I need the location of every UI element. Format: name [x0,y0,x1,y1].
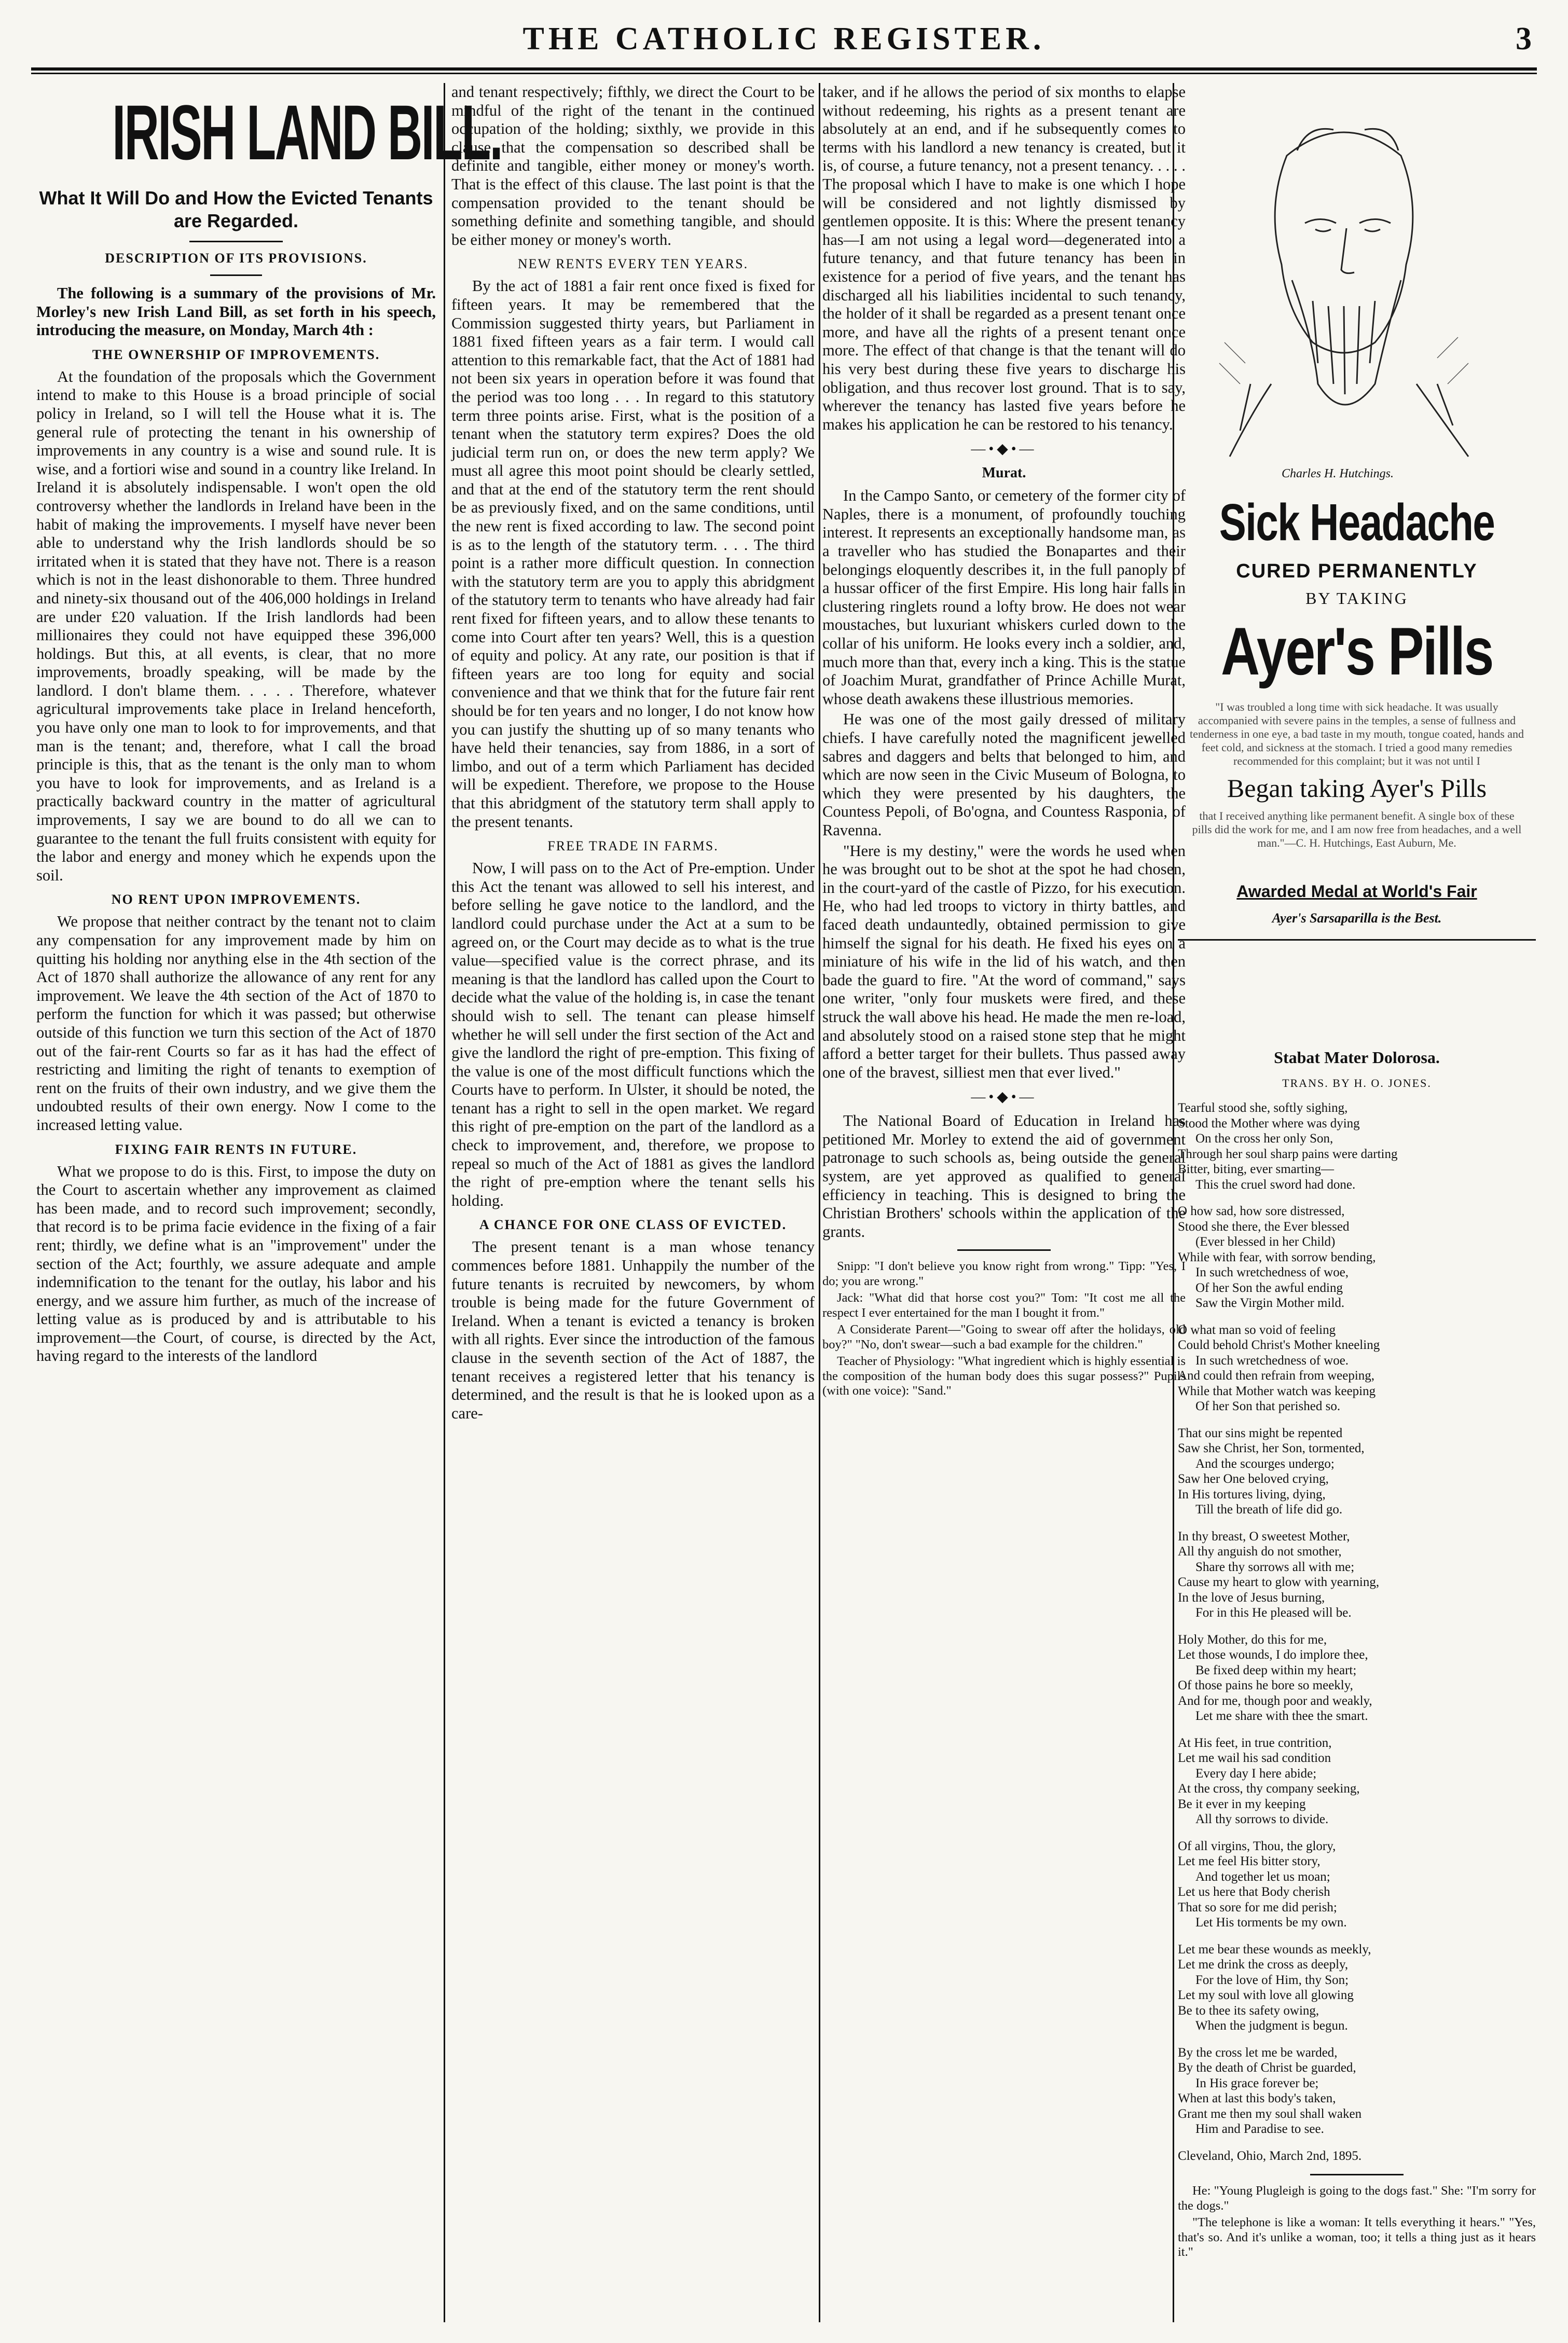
masthead [31,21,1537,71]
poem-line: Share thy sorrows all with me; [1195,1560,1355,1574]
column-2 [451,83,815,2322]
article-paragraph: What we propose to do is this. First, to impose the duty on the Court to ascertain whether any improvement as claimed has been made, and to record such improvement; secondly, that record is to be prima facie evidence in the fixing of a fair rent; thirdly, we define what is an "improvement" under the section of the Act; fourthly, we assure adequate and ample indemnification to the tenant for the outlay, his labor and his energy, and we assure him further, as much of the increase of letting value as is produced by and is attributable to his improvement—the Court, of course, is directed by the Act, having regard to the interests of the landlord [36,1162,436,1365]
short-rule [189,241,283,242]
poem-line: Could behold Christ's Mother kneeling [1178,1338,1380,1352]
ad-footer: Ayer's Sarsaparilla is the Best. [1272,911,1442,926]
ad-rule [1178,939,1536,941]
poem-line: Tearful stood she, softly sighing, [1178,1101,1348,1115]
article-paragraph: In the Campo Santo, or cemetery of the former city of Naples, there is a monument, of profoundly touching interest. It represents an exceptionally handsome man, as a traveller who has studied the Bonapartes and their belongings eloquently describes it, in the full panoply of a hussar officer of the first Empire. His long hair falls in clustering ringlets round a lofty brow. He does not wear moustaches, but luxuriant whiskers curled down to the collar of his uniform. He looks every inch a soldier, and, much more than that, every inch a king. This is the statue of Joachim Murat, grandfather of Prince Achille Murat, whose death awakens these illustrious memories. [822,487,1186,708]
poem-line: Let my soul with love all glowing [1178,1988,1354,2002]
poem-stanza [1178,1529,1536,1621]
short-rule [1310,2174,1404,2175]
poem-line: While with fear, with sorrow bending, [1178,1250,1376,1264]
portrait-caption: Charles H. Hutchings. [1282,467,1394,480]
poem-line: At the cross, thy company seeking, [1178,1782,1360,1796]
poem-line: And the scourges undergo; [1195,1456,1335,1471]
joke-item: A Considerate Parent—"Going to swear off after the holidays, old boy?" "No, don't swear—such a bad example for the children." [822,1322,1186,1352]
poem-line: That our sins might be repented [1178,1426,1343,1440]
article-paragraph: and tenant respectively; fifthly, we direct the Court to be mindful of the right of the tenant in the continued occupation of the holding; sixthly, we provide in this clause that the compensation so described shall be definite and tangible, either money or money's worth. That is the effect of this clause. The last point is that the compensation provided to the tenant should be something definite and something tangible, and should be either money or money's worth. [451,83,815,249]
poem-line: O how sad, how sore distressed, [1178,1204,1345,1218]
article-paragraph: At the foundation of the proposals which the Government intend to make to this House is a broad principle of social policy in Ireland, so I will tell the House what it is. The general rule of protecting the tenant in his ownership of improvements in any country is a wise and sound rule. It is wise, and a fortiori wise and sound in a country like Ireland. In Ireland it is absolutely indispensable. I won't open the old controversy whether the landlords in Ireland have been in the habit of making the improvements. I myself have never been able to understand why the Irish landlords should be so irritated when it is stated that they have not. There is a reason which is not in the least dishonorable to them. Three hundred and ninety-six thousand out of the 406,000 holdings in Ireland are under £20 valuation. If the Irish landlords had been millionaires they could not have equipped these 396,000 holdings. But this, at all events, is clear, that no more improvements, broadly speaking, will be made by the landlord. I don't blame them. . . . . Therefore, whatever agricultural improvements take place in Ireland henceforth, you have only one man to look to for improvements, and that man is the tenant; and, therefore, what I call the broad principle is this, that as the tenant is the only man to whom you have to look for improvements, and as Ireland is a practically backward country in the matter of agricultural improvements, I say we are bound to do all we can to guarantee to the tenant the full fruits consistent with equity for the labor and energy and money which he expends upon the soil. [36,367,436,884]
poem-line: Cause my heart to glow with yearning, [1178,1575,1380,1589]
poem-line: Let His torments be my own. [1195,1915,1347,1929]
column-1 [36,83,502,2322]
poem-line: Be to thee its safety owing, [1178,2003,1319,2018]
column-divider [444,83,445,2322]
poem-line: Him and Paradise to see. [1195,2122,1324,2136]
joke-item: He: "Young Plugleigh is going to the dogs fast." She: "I'm sorry for the dogs." [1178,2184,1536,2213]
poem-line: And for me, though poor and weakly, [1178,1693,1372,1708]
newspaper-title: THE CATHOLIC REGISTER. [522,21,1046,57]
poem-line: Let us here that Body cherish [1178,1885,1330,1899]
poem-line: On the cross her only Son, [1195,1132,1333,1146]
poem-line: This the cruel sword had done. [1195,1177,1356,1192]
poem-stanza [1178,1632,1536,1724]
joke-item: "The telephone is like a woman: It tells everything it hears." "Yes, that's so. And it's unlike a woman, too; it tells a thing just as it hears it." [1178,2215,1536,2259]
poem-line: Till the breath of life did go. [1195,1503,1343,1517]
poem-line: In such wretchedness of woe. [1195,1353,1349,1368]
poem-line: Let me drink the cross as deeply, [1178,1958,1349,1972]
ad-subhead: CURED PERMANENTLY [1236,560,1478,582]
poem-line: While that Mother watch was keeping [1178,1384,1376,1398]
poem-line: In thy breast, O sweetest Mother, [1178,1529,1350,1543]
article-paragraph: "Here is my destiny," were the words he used when he was brought out to be shot at the spot he had chosen, in the court-yard of the castle of Pizzo, for his execution. He, who had led troops to victory in thirty battles, and faced death undauntedly, obtained permission to give himself the signal for his death. He fixed his eyes on a miniature of his wife in the lid of his watch, and then bade the guard to fire. "At the word of command," says one writer, "only four muskets were fired, and these struck the wall above his head. He made the men re-load, and absolutely stood on a raised stone step that he might afford a better target for their bullets. Thus passed away one of the bravest, silliest men that ever lived." [822,842,1186,1081]
poem-line: When at last this body's taken, [1178,2091,1336,2105]
poem-line: For the love of Him, thy Son; [1195,1973,1349,1987]
joke-item: Jack: "What did that horse cost you?" Tom: "It cost me all the respect I ever entertained for the man I bought it from." [822,1291,1186,1320]
ornament-separator: —•◆•— [971,441,1037,458]
poem-line: Grant me then my soul shall waken [1178,2106,1362,2121]
poem-line: Of her Son the awful ending [1195,1280,1343,1295]
poem-stanza [1178,1322,1536,1414]
poem-line: (Ever blessed in her Child) [1195,1235,1336,1249]
poem-line: Stood she there, the Ever blessed [1178,1219,1350,1234]
poem-line: By the cross let me be warded, [1178,2045,1338,2060]
section-label: THE OWNERSHIP OF IMPROVEMENTS. [92,347,380,362]
article-paragraph: The present tenant is a man whose tenancy commences before 1881. Unhappily the number of the future tenants is recruited by newcomers, by whom trouble is being made for the future Government of Ireland. When a tenant is evicted a tenancy is broken with all rights. Ever since the introduction of the famous clause in the seventh section of the Act of 1887, the tenant receives a registered letter that his tenancy is determined, and the result is that he is looked upon as a care- [451,1238,815,1422]
poem-line: Let me share with thee the smart. [1195,1709,1368,1723]
article-paragraph: We propose that neither contract by the tenant not to claim any compensation for any improvement made by him on quitting his holding nor anything else in the 4th section of the Act of 1870 shall authorize the allowance of any rent for any improvement. We leave the 4th section of the Act of 1870 to perform the function for which it was passed; but otherwise outside of this function we turn this section of the Act of 1870 out of the fair-rent Courts so far as it has had the effect of restricting and limiting the right of tenants to exemption of rent on the fruits of their own industry, and we give them the undoubted results of their own energy. Now I come to the increased letting value. [36,913,436,1134]
poem-stanza [1178,1204,1536,1311]
poem-line: And could then refrain from weeping, [1178,1369,1375,1383]
poem-line: Every day I here abide; [1195,1766,1317,1781]
column-4 [1178,83,1536,2322]
ad-tagline: Began taking Ayer's Pills [1227,774,1487,803]
section-label: A CHANCE FOR ONE CLASS OF EVICTED. [479,1217,787,1233]
ad-brand: Ayer's Pills [1221,613,1493,689]
poem-place-date: Cleveland, Ohio, March 2nd, 1895. [1178,2148,1362,2163]
poem-line: Stood the Mother where was dying [1178,1116,1360,1131]
short-rule [957,1249,1051,1251]
poem-line: Let me bear these wounds as meekly, [1178,1942,1371,1956]
poem-line: Let me wail his sad condition [1178,1751,1331,1765]
poem-line: Of her Son that perished so. [1195,1399,1341,1413]
poem-line: All thy sorrows to divide. [1195,1812,1329,1826]
poem-stanza [1178,1100,1536,1192]
short-rule [210,274,262,276]
poem-line: By the death of Christ be guarded, [1178,2061,1356,2075]
ad-headline: Sick Headache [1219,493,1495,552]
poem-stanza [1178,1942,1536,2034]
poem-line: Of those pains he bore so meekly, [1178,1678,1353,1692]
poem-line: That so sore for me did perish; [1178,1900,1337,1914]
poem-line: Bitter, biting, ever smarting— [1178,1162,1335,1176]
poem-line: And together let us moan; [1195,1869,1330,1884]
ayers-pills-advertisement [1178,83,1536,1048]
page-number: 3 [1516,21,1532,57]
poem-line: All thy anguish do not smother, [1178,1545,1342,1559]
poem-byline: TRANS. BY H. O. JONES. [1282,1077,1432,1090]
poem-line: Saw her One beloved crying, [1178,1472,1329,1486]
article-paragraph: He was one of the most gaily dressed of military chiefs. I have carefully noted the magnificent jewelled sabres and daggers and belts that belonged to him, and which are now seen in the Civic Museum of Bologna, to which they were presented by his daughters, the Countess Pepoli, of Bo'ogna, and Countess Rasponia, of Ravenna. [822,710,1186,839]
article-paragraph: By the act of 1881 a fair rent once fixed is fixed for fifteen years. It may be remembered that the Commission suggested thirty years, but Parliament in 1881 fixed fifteen years as a fair term. I would call attention to this remarkable fact, that the Act of 1881 had not been six years in operation before it was found that the period was too long . . . In regard to this statutory term three points arise. First, what is the position of a tenant when the statutory term expires? Does the old judicial term run on, or does the new term apply? We must all agree this moot point should be clearly settled, and that at the end of the statutory term the rent should be as previously fixed, and on the same conditions, until the new rent is fixed according to law. The second point is as to the length of the statutory term. . . . The third point is a rather more difficult question. In connection with the statutory term are you to apply this abridgment of the statutory term to tenants who have already had fair rent fixed for fifteen years, and to allow these tenants to come into Court after ten years? Well, this is a question of equity and policy. At any rate, our position is that if fifteen years are too long for equity and social convenience and that we think that for the future fair rent should be for ten years and no longer, I do not know how you can justify the shutting up of so many tenants who have held their tenancies, say from 1886, in a sort of limbo, and out of a term which Parliament has decided will be expedient. Therefore, we propose to the House that this abridgment of the statutory term shall apply to the present tenants. [451,277,815,831]
poem-line: Be fixed deep within my heart; [1195,1663,1357,1677]
section-label: NEW RENTS EVERY TEN YEARS. [517,256,749,272]
ad-body: "I was troubled a long time with sick headache. It was usually accompanied with severe pains in the temples, a sense of fullness and tenderness in one eye, a bad taste in my mouth, tongue coated, hands and feet cold, and sickness at the stomach. I tried a good many remedies recommended for this complaint; but it was not until I [1190,700,1524,767]
poem-body [1178,1100,1536,2137]
poem-stanza [1178,1839,1536,1931]
poem-line: Through her soul sharp pains were darting [1178,1147,1398,1161]
article-subhead: What It Will Do and How the Evicted Tenants are Regarded. [39,187,433,231]
ad-body: that I received anything like permanent benefit. A single box of these pills did the work for me, and I am now free from headaches, and a well man."—C. H. Hutchings, East Auburn, Me. [1192,809,1522,849]
poem-line: O what man so void of feeling [1178,1322,1336,1337]
poem-line: In His grace forever be; [1195,2076,1319,2090]
poem-line: Of all virgins, Thou, the glory, [1178,1839,1336,1853]
poem-line: Be it ever in my keeping [1178,1797,1306,1811]
poem-line: Saw she Christ, her Son, tormented, [1178,1441,1365,1455]
section-label: NO RENT UPON IMPROVEMENTS. [111,892,361,907]
poem-stanza [1178,1426,1536,1518]
poem-line: Saw the Virgin Mother mild. [1195,1296,1345,1310]
poem-line: At His feet, in true contrition, [1178,1735,1332,1750]
article-headline: IRISH LAND BILL. [112,89,502,176]
poem-line: Let me feel His bitter story, [1178,1854,1321,1868]
ornament-separator: —•◆•— [971,1089,1037,1106]
ad-subhead: BY TAKING [1305,589,1408,608]
article-paragraph: taker, and if he allows the period of six months to elapse without redeeming, his rights as a present tenant are absolutely at an end, and if he subsequently comes to terms with his landlord a new tenancy is created, but it is, of course, a future tenancy, not a present tenancy. . . . . The proposal which I have to make is one which I hope will be considered and not lightly dismissed by gentlemen opposite. It is this: Where the present tenancy has—I am not using a legal word—degenerated into a future tenancy, and that future tenancy has been in existence for a period of five years, and the tenant has discharged all his liabilities incidental to such tenancy, the holder of it shall be regarded as a present tenant once more, and have all the rights of a present tenant once more. The effect of that change is that the tenant will do his very best during these five years to discharge his obligation, and thus recover lost ground. That is to say, wherever the tenancy has lasted five years before he makes his application he can be restored to his tenancy. [822,83,1186,433]
poem-line: In the love of Jesus burning, [1178,1590,1325,1605]
poem-title: Stabat Mater Dolorosa. [1274,1048,1440,1067]
poem-line: When the judgment is begun. [1195,2019,1348,2033]
masthead-rule [31,73,1537,74]
article-intro: The following is a summary of the provisions of Mr. Morley's new Irish Land Bill, as set forth in his speech, introducing the measure, on Monday, March 4th : [36,284,436,339]
joke-item: Snipp: "I don't believe you know right from wrong." Tipp: "Yes, I do; you are wrong." [822,1259,1186,1288]
poem-line: In His tortures living, dying, [1178,1487,1326,1501]
section-label: FIXING FAIR RENTS IN FUTURE. [115,1141,357,1157]
article-paragraph: Now, I will pass on to the Act of Pre-emption. Under this Act the tenant was allowed to sell his interest, and before selling he gave notice to the landlord, and the landlord could purchase under the Act at a sum to be agreed on, or the Court may decide as to what is the true value—specified value is the correct phrase, and its meaning is that the landlord has called upon the Court to decide what the value of the holding is, in case the tenant should wish to sell. The tenant can please himself whether he will sell under the first section of the Act and give the landlord the right of pre-emption. This fixing of the value is one of the most difficult functions which the Courts have to perform. In Ulster, it should be noted, the tenant has a right to sell in the open market. We regard this right of pre-emption on the part of the landlord as a check to improvement, and, therefore, we propose to repeal so much of the Act of 1881 as gives the landlord the right of pre-emption where the tenant sells his holding. [451,859,815,1209]
section-label: Murat. [982,465,1026,481]
poem-line: For in this He pleased will be. [1195,1606,1352,1620]
portrait-illustration [1209,93,1479,467]
section-label: DESCRIPTION OF ITS PROVISIONS. [105,251,367,266]
poem-line: Let those wounds, I do implore thee, [1178,1648,1368,1662]
column-3 [822,83,1186,2322]
ad-award: Awarded Medal at World's Fair [1236,882,1477,901]
article-paragraph: The National Board of Education in Ireland has petitioned Mr. Morley to extend the aid of government patronage to such schools as, being outside the general system, are yet approved as qualified to general efficiency in teaching. This is designed to bring the Christian Brothers' schools within the application of the grants. [822,1112,1186,1241]
poem-stanza [1178,1735,1536,1827]
poem-line: Holy Mother, do this for me, [1178,1632,1327,1647]
joke-item: Teacher of Physiology: "What ingredient which is highly essential is the composition of the human body does this sugar possess?" Pupils (with one voice): "Sand." [822,1354,1186,1398]
section-label: FREE TRADE IN FARMS. [547,838,719,854]
column-divider [819,83,820,2322]
poem-line: In such wretchedness of woe, [1195,1265,1349,1279]
poem-stanza [1178,2045,1536,2137]
